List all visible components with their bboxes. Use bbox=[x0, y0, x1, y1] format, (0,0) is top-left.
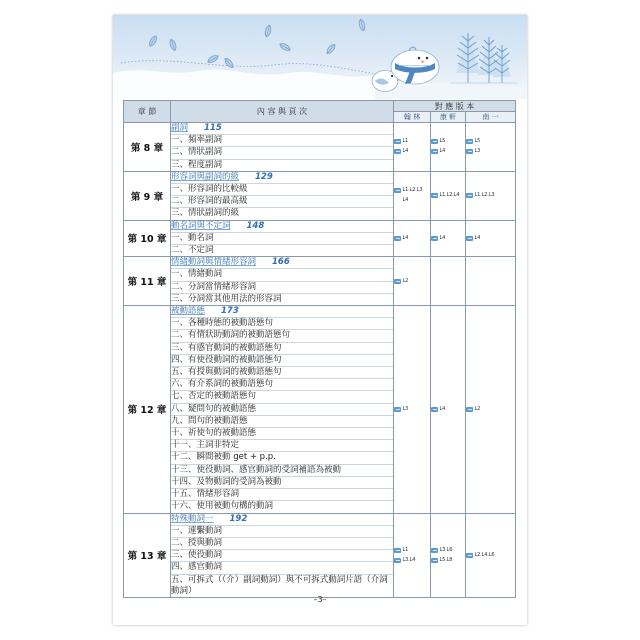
version-list bbox=[431, 235, 465, 242]
version-lesson: L2 bbox=[474, 405, 481, 412]
chapter-title: 被動語態 bbox=[171, 306, 206, 317]
version-entry bbox=[431, 235, 465, 242]
version-list bbox=[431, 192, 465, 199]
chapter-title-cell bbox=[171, 171, 394, 183]
chapter-page-number: 166 bbox=[272, 257, 290, 268]
toc-item: 五、可拆式（（介）副詞動詞）與不可拆式動詞片語（介詞動詞） bbox=[171, 574, 394, 597]
table-body bbox=[124, 123, 516, 598]
toc-item: 四、有使役動詞的被動語態句 bbox=[171, 354, 394, 366]
chapter-title: 特殊動詞一 bbox=[171, 513, 214, 524]
version-icon bbox=[394, 279, 401, 284]
version-list bbox=[431, 138, 465, 155]
chapter-label: 第 12 章 bbox=[124, 306, 171, 513]
version-lesson: L4 bbox=[402, 197, 409, 204]
version-icon bbox=[394, 139, 401, 144]
version-cell-nanyi bbox=[466, 171, 516, 220]
version-entry bbox=[394, 235, 430, 242]
version-icon bbox=[431, 236, 438, 241]
version-list bbox=[466, 552, 515, 559]
toc-item: 十六、使用被動句構的動詞 bbox=[171, 501, 394, 513]
chapter-page-number: 148 bbox=[246, 220, 265, 231]
version-list bbox=[394, 187, 430, 204]
version-entry bbox=[466, 138, 515, 145]
chapter-title: 形容詞與副詞的級 bbox=[171, 171, 240, 182]
version-lesson: L3.L4 bbox=[402, 556, 416, 563]
version-list bbox=[394, 547, 430, 564]
toc-item: 三、程度副詞 bbox=[171, 159, 394, 171]
version-icon bbox=[431, 149, 438, 154]
version-entry bbox=[394, 138, 430, 145]
chapter-title-cell bbox=[171, 123, 394, 135]
version-list bbox=[431, 406, 465, 413]
version-icon bbox=[466, 236, 473, 241]
toc-item: 二、分詞當情緒形容詞 bbox=[171, 281, 394, 293]
version-entry bbox=[466, 148, 515, 155]
version-cell-hanlin bbox=[394, 123, 431, 172]
icon-spacer bbox=[394, 198, 401, 203]
version-list bbox=[394, 278, 430, 285]
version-list bbox=[394, 235, 430, 242]
chapter-page-number: 129 bbox=[255, 171, 273, 182]
toc-item: 六、有介系詞的被動語態句 bbox=[171, 379, 394, 391]
version-cell-hanlin bbox=[394, 513, 431, 597]
toc-item: 十、祈使句的被動語態 bbox=[171, 428, 394, 440]
version-lesson: L3.L6 bbox=[439, 546, 453, 553]
version-icon bbox=[394, 558, 401, 563]
toc-item: 二、授與動詞 bbox=[171, 537, 394, 549]
version-cell-hanlin bbox=[394, 220, 431, 257]
chapter-label: 第 9 章 bbox=[124, 171, 171, 220]
toc-item: 一、頻率副詞 bbox=[171, 135, 394, 147]
version-list bbox=[466, 192, 515, 199]
chapter-title-cell bbox=[171, 513, 394, 525]
toc-item: 二、有情狀助動詞的被動語態句 bbox=[171, 330, 394, 342]
toc-item: 三、使役動詞 bbox=[171, 550, 394, 562]
version-entry bbox=[431, 406, 465, 413]
version-cell-kangxuan bbox=[431, 171, 466, 220]
version-lesson: L5.L8 bbox=[439, 556, 453, 563]
version-lesson: L1.L2.L3 bbox=[402, 187, 423, 194]
version-list bbox=[466, 406, 515, 413]
version-entry bbox=[466, 406, 515, 413]
version-cell-kangxuan bbox=[431, 220, 466, 257]
toc-item: 十一、主詞非特定 bbox=[171, 440, 394, 452]
toc-item: 二、不定詞 bbox=[171, 245, 394, 257]
version-cell-kangxuan bbox=[431, 306, 466, 513]
toc-item: 七、否定的被動語態句 bbox=[171, 391, 394, 403]
chapter-label: 第 13 章 bbox=[124, 513, 171, 597]
version-lesson: L2.L4.L6 bbox=[474, 551, 495, 558]
chapter-title-cell bbox=[171, 220, 394, 232]
chapter-title: 情緒動詞與情緒形容詞 bbox=[171, 257, 257, 268]
version-icon bbox=[394, 236, 401, 241]
toc-item: 五、有授與動詞的被動語態句 bbox=[171, 367, 394, 379]
chapter-title: 副詞 bbox=[171, 123, 189, 133]
version-lesson: L4 bbox=[439, 405, 446, 412]
version-lesson: L1.L2.L3 bbox=[474, 192, 495, 199]
toc-item: 一、形容詞的比較級 bbox=[171, 184, 394, 196]
version-icon bbox=[394, 149, 401, 154]
version-cell-nanyi bbox=[466, 257, 516, 306]
version-cell-nanyi bbox=[466, 306, 516, 513]
toc-item: 十二、瞬間被動 get + p.p. bbox=[171, 452, 394, 464]
chapter-label: 第 10 章 bbox=[124, 220, 171, 257]
toc-item: 十四、及物動詞的受詞為被動 bbox=[171, 476, 394, 488]
version-cell-hanlin bbox=[394, 306, 431, 513]
version-lesson: L2 bbox=[402, 277, 409, 284]
version-cell-hanlin bbox=[394, 171, 431, 220]
toc-item: 一、連繫動詞 bbox=[171, 525, 394, 537]
version-cell-nanyi bbox=[466, 123, 516, 172]
version-cell-kangxuan bbox=[431, 257, 466, 306]
version-entry bbox=[431, 547, 465, 554]
version-icon bbox=[431, 193, 438, 198]
chapter-page-number: 192 bbox=[229, 513, 248, 524]
version-lesson: L4 bbox=[402, 234, 409, 241]
version-entry bbox=[394, 187, 430, 194]
chapter-title-row bbox=[124, 513, 516, 525]
chapter-page-number: 115 bbox=[204, 123, 222, 133]
version-lesson: L3 bbox=[474, 148, 481, 155]
version-icon bbox=[431, 407, 438, 412]
version-list bbox=[394, 138, 430, 155]
version-cell-kangxuan bbox=[431, 513, 466, 597]
header-row bbox=[124, 101, 516, 112]
version-entry bbox=[466, 235, 515, 242]
page-number: –3– bbox=[313, 595, 327, 604]
version-entry bbox=[394, 547, 430, 554]
version-entry bbox=[394, 557, 430, 564]
version-entry bbox=[394, 278, 430, 285]
chapter-title: 動名詞與不定詞 bbox=[171, 220, 231, 231]
version-icon bbox=[466, 193, 473, 198]
version-entry bbox=[394, 406, 430, 413]
version-entry bbox=[394, 148, 430, 155]
toc-item: 十三、使役動詞、感官動詞的受詞補語為被動 bbox=[171, 464, 394, 476]
version-lesson: L4 bbox=[402, 148, 409, 155]
version-lesson: L1 bbox=[402, 138, 409, 145]
version-icon bbox=[431, 558, 438, 563]
content-column-header: 內 容 與 頁 次 bbox=[171, 101, 394, 123]
chapter-title-row bbox=[124, 257, 516, 269]
version-icon bbox=[431, 548, 438, 553]
versions-column-header: 對 應 版 本 bbox=[394, 101, 516, 112]
version-cell-nanyi bbox=[466, 220, 516, 257]
version-entry bbox=[466, 192, 515, 199]
hanlin-column-header: 翰 林 bbox=[394, 112, 431, 123]
version-icon bbox=[431, 139, 438, 144]
toc-item: 三、有感官動詞的被動語態句 bbox=[171, 342, 394, 354]
chapter-column-header: 章 節 bbox=[124, 101, 171, 123]
version-list bbox=[466, 235, 515, 242]
chapter-title-row bbox=[124, 171, 516, 183]
toc-item: 八、疑問句的被動語態 bbox=[171, 403, 394, 415]
document-page bbox=[113, 15, 527, 625]
version-lesson: L4 bbox=[439, 234, 446, 241]
version-lesson: L5 bbox=[474, 138, 481, 145]
version-entry bbox=[466, 552, 515, 559]
version-list bbox=[431, 547, 465, 564]
version-icon bbox=[394, 548, 401, 553]
header-illustration bbox=[113, 15, 527, 99]
toc-item: 二、情狀副詞 bbox=[171, 147, 394, 159]
chapter-title-row bbox=[124, 306, 516, 318]
toc-item: 九、問句的被動語態 bbox=[171, 415, 394, 427]
chapter-title-row bbox=[124, 220, 516, 232]
toc-item: 一、情緒動詞 bbox=[171, 269, 394, 281]
version-icon bbox=[394, 407, 401, 412]
version-icon bbox=[466, 407, 473, 412]
toc-item: 一、動名詞 bbox=[171, 232, 394, 244]
chapter-title-row bbox=[124, 123, 516, 135]
version-lesson: L4 bbox=[439, 148, 446, 155]
chapter-title-cell bbox=[171, 257, 394, 269]
version-lesson: L4 bbox=[474, 234, 481, 241]
nanyi-column-header: 南 一 bbox=[466, 112, 516, 123]
chapter-page-number: 173 bbox=[221, 306, 239, 317]
version-entry bbox=[431, 138, 465, 145]
version-icon bbox=[466, 139, 473, 144]
version-entry bbox=[394, 197, 430, 204]
toc-item: 十五、情緒形容詞 bbox=[171, 489, 394, 501]
toc-item: 三、分詞當其他用法的形容詞 bbox=[171, 293, 394, 305]
version-entry bbox=[431, 148, 465, 155]
version-lesson: L1.L2.L4 bbox=[439, 192, 460, 199]
toc-item: 二、形容詞的最高級 bbox=[171, 196, 394, 208]
toc-item: 三、情狀副詞的級 bbox=[171, 208, 394, 220]
chapter-label: 第 11 章 bbox=[124, 257, 171, 306]
version-cell-kangxuan bbox=[431, 123, 466, 172]
version-lesson: L3 bbox=[402, 405, 409, 412]
toc-item: 四、感官動詞 bbox=[171, 562, 394, 574]
toc-item: 一、各種時態的被動語態句 bbox=[171, 318, 394, 330]
version-icon bbox=[394, 188, 401, 193]
version-lesson: L1 bbox=[402, 546, 409, 553]
version-list bbox=[394, 406, 430, 413]
kangxuan-column-header: 康 軒 bbox=[431, 112, 466, 123]
table-of-contents bbox=[123, 100, 516, 598]
version-cell-nanyi bbox=[466, 513, 516, 597]
version-lesson: L5 bbox=[439, 138, 446, 145]
version-icon bbox=[466, 149, 473, 154]
version-entry bbox=[431, 192, 465, 199]
version-entry bbox=[431, 557, 465, 564]
version-list bbox=[466, 138, 515, 155]
chapter-title-cell bbox=[171, 306, 394, 318]
version-icon bbox=[466, 553, 473, 558]
chapter-label: 第 8 章 bbox=[124, 123, 171, 172]
version-cell-hanlin bbox=[394, 257, 431, 306]
